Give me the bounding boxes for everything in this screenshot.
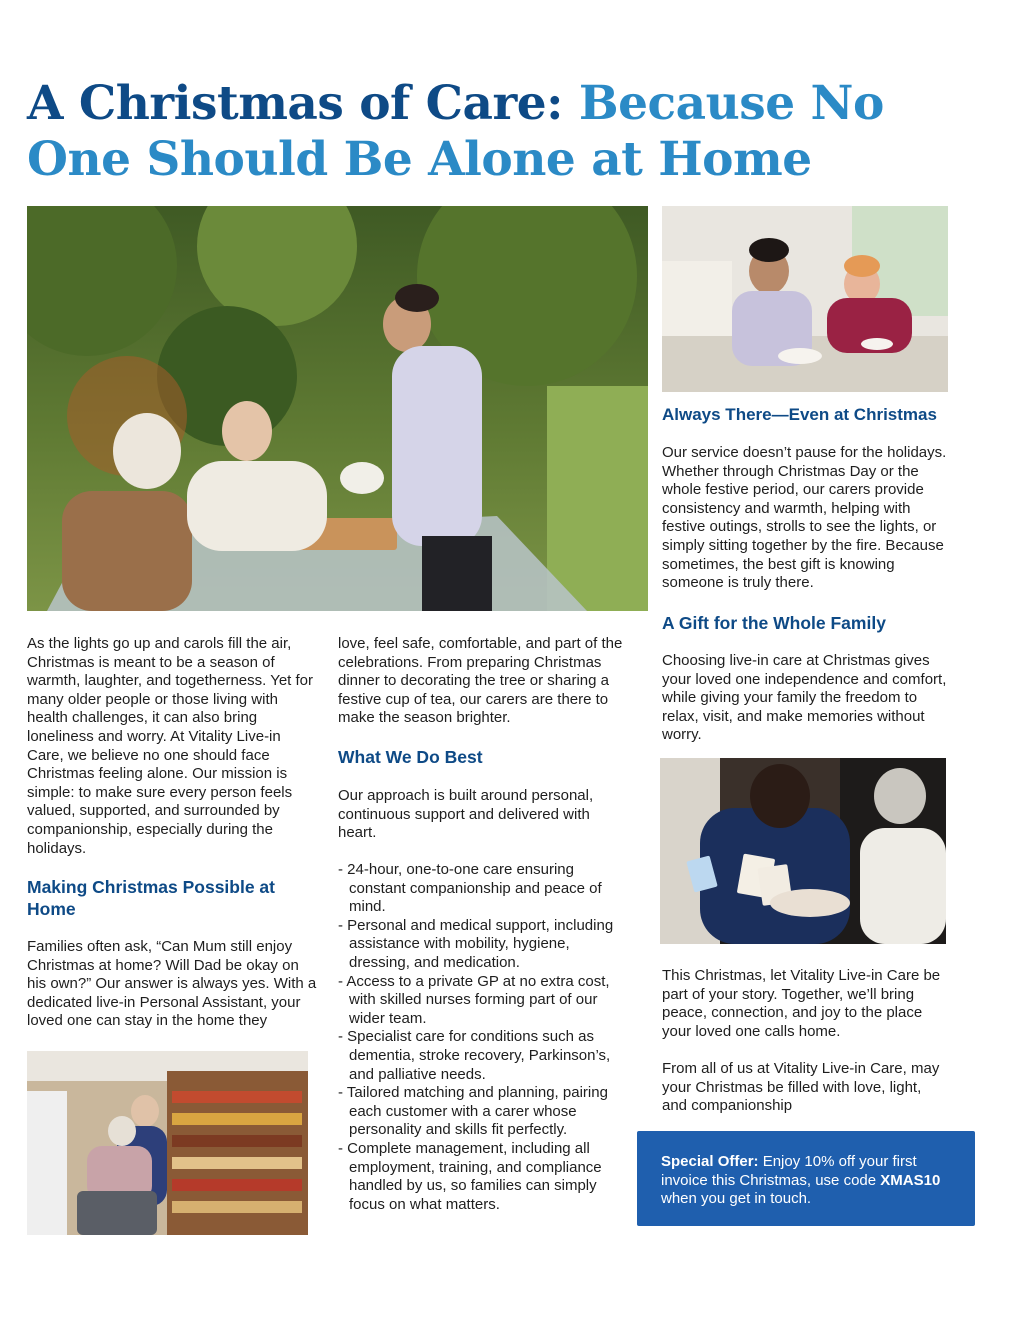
list-item: - Tailored matching and planning, pairing each customer with a carer whose personality and skills fit perfectly.	[338, 1084, 623, 1140]
title-part-2: Because No One Should Be Alone at Home	[27, 76, 884, 187]
heading-what-we-do-best: What We Do Best	[338, 747, 483, 767]
families-paragraph: Families often ask, “Can Mum still enjoy Christmas at home? Will Dad be okay on his own?” Our answer is always yes. With a dedicated live-in Personal Assistant, your loved one can stay in the home they	[27, 938, 317, 1030]
list-item: - Access to a private GP at no extra cost, with skilled nurses forming part of our wider team.	[338, 973, 623, 1029]
heading-gift-for-family: A Gift for the Whole Family	[662, 613, 886, 633]
page-title	[27, 76, 987, 188]
offer-text: Enjoy 10% off your first invoice this Christmas, use code	[661, 1153, 917, 1189]
offer-text-end: when you get in touch.	[661, 1190, 812, 1208]
offer-code: XMAS10	[880, 1171, 941, 1189]
list-item: - Personal and medical support, including assistance with mobility, hygiene, dressing, and medication.	[338, 917, 623, 973]
title-part-1: A Christmas of Care:	[27, 76, 564, 131]
continued-paragraph: love, feel safe, comfortable, and part of the celebrations. From preparing Christmas dinner to decorating the tree or sharing a festive cup of tea, our carers are there to make the season brighter.	[338, 635, 623, 727]
services-list	[338, 861, 623, 1214]
closing-paragraph: From all of us at Vitality Live-in Care, may your Christmas be filled with love, light, and companionship	[662, 1060, 940, 1115]
supermarket-photo	[27, 1051, 308, 1235]
always-there-paragraph: Our service doesn’t pause for the holidays. Whether through Christmas Day or the whole festive period, our carers provide consistency and warmth, helping with festive outings, strolls to see the lights, or simply sitting together by the fire. Because sometimes, the best gift is knowing someone is truly there.	[662, 444, 947, 592]
intro-paragraph: As the lights go up and carols fill the air, Christmas is meant to be a season of warmth, laughter, and togetherness. Yet for many older people or those living with health challenges, it can also bring loneliness and worry. At Vitality Live-in Care, we believe no one should face Christmas feeling alone. Our mission is simple: to make sure every person feels valued, supported, and surrounded by companionship, especially during the holidays.	[27, 635, 314, 857]
list-item: - 24-hour, one-to-one care ensuring constant companionship and peace of mind.	[338, 861, 623, 917]
dining-craft-photo	[662, 206, 948, 392]
this-christmas-paragraph: This Christmas, let Vitality Live-in Care be part of your story. Together, we’ll bring peace, connection, and joy to the place your loved one calls home.	[662, 967, 941, 1040]
heading-making-christmas-possible: Making Christmas Possible at Home	[27, 877, 275, 919]
gift-paragraph: Choosing live-in care at Christmas gives your loved one independence and comfort, while giving your family the freedom to relax, visit, and make memories without worry.	[662, 652, 947, 744]
heading-always-there: Always There—Even at Christmas	[662, 405, 937, 424]
playing-cards-photo	[660, 758, 946, 944]
list-item: - Specialist care for conditions such as dementia, stroke recovery, Parkinson’s, and palliative needs.	[338, 1028, 623, 1084]
special-offer-box	[637, 1131, 975, 1226]
garden-tea-photo	[27, 206, 648, 611]
offer-label: Special Offer:	[661, 1153, 759, 1170]
list-item: - Complete management, including all employment, training, and compliance handled by us, so families can simply focus on what matters.	[338, 1140, 623, 1214]
approach-paragraph: Our approach is built around personal, continuous support and delivered with heart.	[338, 787, 594, 842]
